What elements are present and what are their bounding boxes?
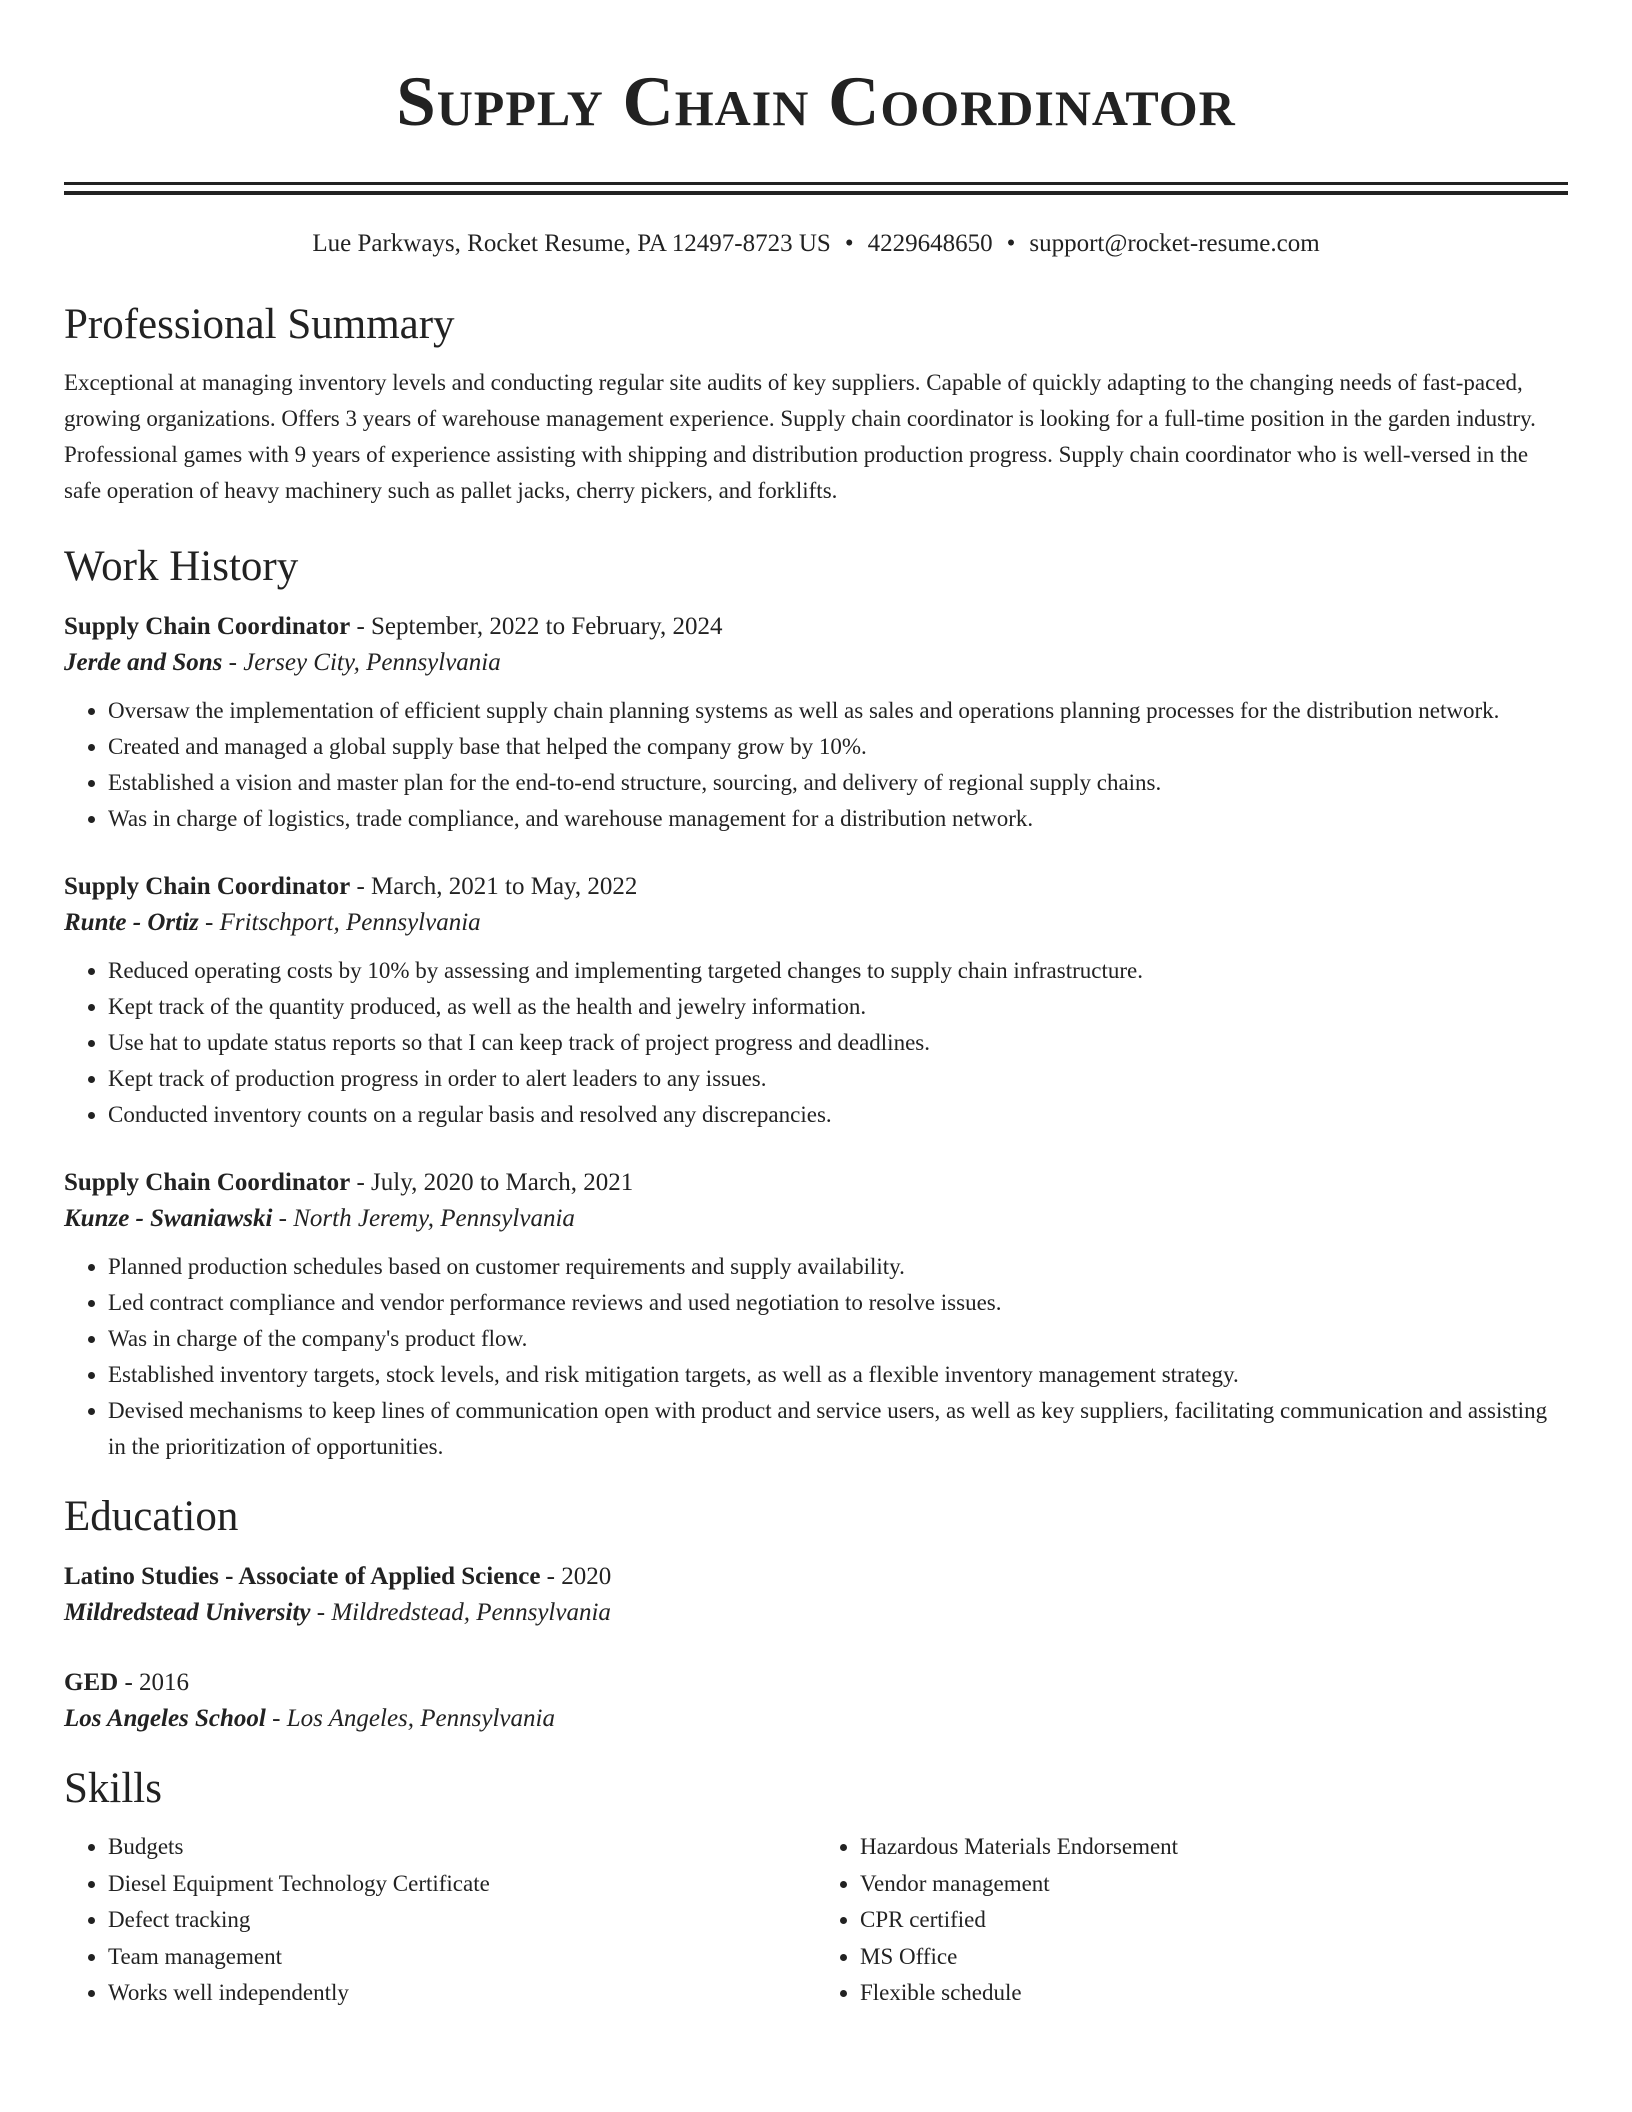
job-company-line — [64, 1201, 1568, 1237]
job-title-line — [64, 869, 1568, 905]
contact-email: support@rocket-resume.com — [1029, 230, 1320, 257]
skills-columns — [64, 1829, 1568, 2012]
job-bullets — [64, 693, 1568, 837]
school-line — [64, 1701, 1568, 1737]
summary-heading: Professional Summary — [64, 301, 455, 348]
job-company-line — [64, 645, 1568, 681]
skill-item: • Budgets — [108, 1829, 816, 1866]
skill-item: • Hazardous Materials Endorsement — [860, 1829, 1568, 1866]
list-item: • Established inventory targets, stock levels, and risk mitigation targets, as well as a flexible inventory management strategy. — [108, 1357, 1568, 1393]
job-dates: - March, 2021 to May, 2022 — [350, 873, 638, 900]
job-title-line — [64, 1165, 1568, 1201]
education-entry — [64, 1665, 1568, 1737]
title-divider — [64, 182, 1568, 195]
job-title-line — [64, 609, 1568, 645]
school-line — [64, 1595, 1568, 1631]
skill-item: • Defect tracking — [108, 1902, 816, 1939]
job-bullets — [64, 1249, 1568, 1465]
degree-year: - 2016 — [118, 1669, 190, 1696]
skill-item: • Flexible schedule — [860, 1975, 1568, 2012]
list-item: • Led contract compliance and vendor performance reviews and used negotiation to resolve issues. — [108, 1285, 1568, 1321]
job-title: Supply Chain Coordinator — [64, 1169, 351, 1196]
job-company-line — [64, 905, 1568, 941]
contact-line — [64, 227, 1568, 261]
job-entry — [64, 1165, 1568, 1465]
job-company: Runte - Ortiz — [64, 909, 199, 936]
degree-name: Latino Studies - Associate of Applied Science — [64, 1563, 541, 1590]
skill-item: • CPR certified — [860, 1902, 1568, 1939]
degree-line — [64, 1665, 1568, 1701]
degree-name: GED — [64, 1669, 119, 1696]
job-location: - Jersey City, Pennsylvania — [222, 649, 501, 676]
skill-item: • Works well independently — [108, 1975, 816, 2012]
school-name: Mildredstead University — [64, 1599, 311, 1626]
list-item: • Devised mechanisms to keep lines of communication open with product and service users, as well as key suppliers, facilitating communication and assisting in the prioritization of opportunities. — [108, 1393, 1568, 1465]
skill-item: • Team management — [108, 1939, 816, 1976]
contact-separator: • — [844, 230, 854, 257]
school-location: - Mildredstead, Pennsylvania — [310, 1599, 611, 1626]
job-dates: - September, 2022 to February, 2024 — [350, 613, 723, 640]
skill-item: • Vendor management — [860, 1866, 1568, 1903]
job-location: - North Jeremy, Pennsylvania — [272, 1205, 575, 1232]
list-item: • Established a vision and master plan for the end-to-end structure, sourcing, and delivery of regional supply chains. — [108, 765, 1568, 801]
list-item: • Was in charge of logistics, trade compliance, and warehouse management for a distribution network. — [108, 801, 1568, 837]
job-entry — [64, 609, 1568, 837]
work-history-heading: Work History — [64, 543, 299, 590]
page-title: Supply Chain Coordinator — [396, 63, 1236, 141]
list-item: • Created and managed a global supply base that helped the company grow by 10%. — [108, 729, 1568, 765]
list-item: • Kept track of production progress in order to alert leaders to any issues. — [108, 1061, 1568, 1097]
list-item: • Conducted inventory counts on a regular basis and resolved any discrepancies. — [108, 1097, 1568, 1133]
list-item: • Oversaw the implementation of efficient supply chain planning systems as well as sales and operations planning processes for the distribution network. — [108, 693, 1568, 729]
school-name: Los Angeles School — [64, 1705, 266, 1732]
degree-line — [64, 1559, 1568, 1595]
job-company: Jerde and Sons — [64, 649, 223, 676]
contact-phone: 4229648650 — [867, 230, 993, 257]
skill-item: • MS Office — [860, 1939, 1568, 1976]
school-location: - Los Angeles, Pennsylvania — [265, 1705, 555, 1732]
job-dates: - July, 2020 to March, 2021 — [350, 1169, 634, 1196]
education-entry — [64, 1559, 1568, 1631]
summary-text: Exceptional at managing inventory levels and conducting regular site audits of key suppliers. Capable of quickly adapting to the changing needs of fast-paced, growing organizations. Offers 3 years of warehouse management experience. Supply chain coordinator is looking for a full-time position in the garden industry. Professional games with 9 years of experience assisting with shipping and distribution production progress. Supply chain coordinator who is well-versed in the safe operation of heavy machinery such as pallet jacks, cherry pickers, and forklifts. — [64, 370, 1536, 503]
skills-heading: Skills — [64, 1765, 162, 1812]
skills-list-left — [64, 1829, 816, 2012]
list-item: • Use hat to update status reports so that I can keep track of project progress and deadlines. — [108, 1025, 1568, 1061]
job-bullets — [64, 953, 1568, 1133]
contact-separator: • — [1006, 230, 1016, 257]
job-entry — [64, 869, 1568, 1133]
list-item: • Kept track of the quantity produced, as well as the health and jewelry information. — [108, 989, 1568, 1025]
education-heading: Education — [64, 1493, 239, 1540]
degree-year: - 2020 — [540, 1563, 612, 1590]
job-location: - Fritschport, Pennsylvania — [198, 909, 481, 936]
list-item: • Reduced operating costs by 10% by assessing and implementing targeted changes to supply chain infrastructure. — [108, 953, 1568, 989]
job-company: Kunze - Swaniawski — [64, 1205, 273, 1232]
list-item: • Planned production schedules based on customer requirements and supply availability. — [108, 1249, 1568, 1285]
job-title: Supply Chain Coordinator — [64, 873, 351, 900]
list-item: • Was in charge of the company's product flow. — [108, 1321, 1568, 1357]
skill-item: • Diesel Equipment Technology Certificate — [108, 1866, 816, 1903]
job-title: Supply Chain Coordinator — [64, 613, 351, 640]
skills-list-right — [816, 1829, 1568, 2012]
contact-address: Lue Parkways, Rocket Resume, PA 12497-8723 US — [312, 230, 831, 257]
